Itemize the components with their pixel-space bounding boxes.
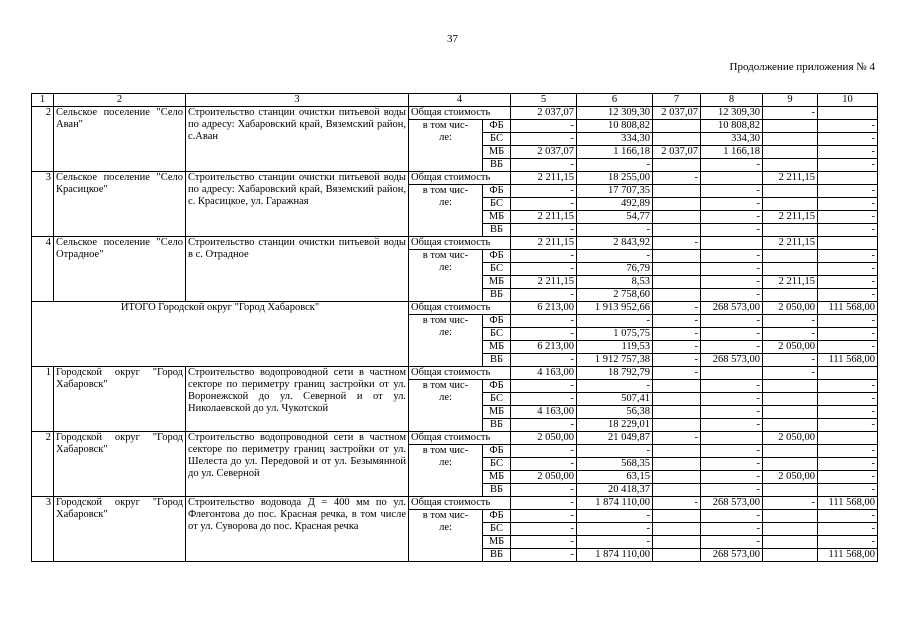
value-cell: 1 166,18 (701, 146, 763, 159)
value-cell: 268 573,00 (701, 354, 763, 367)
value-cell: 111 568,00 (818, 302, 878, 315)
row-number: 4 (32, 237, 54, 302)
appendix-table (31, 93, 878, 562)
value-cell: 2 843,92 (577, 237, 653, 250)
value-cell: - (818, 419, 878, 432)
value-cell (763, 120, 818, 133)
value-cell: - (653, 328, 701, 341)
value-cell: - (511, 315, 577, 328)
owner-cell: Сельское поселение "Село Аван" (54, 107, 186, 172)
value-cell: - (511, 393, 577, 406)
value-cell: 334,30 (701, 133, 763, 146)
value-cell: 1 913 952,66 (577, 302, 653, 315)
incl-label: в том чис- ле: (409, 510, 483, 562)
value-cell: - (701, 419, 763, 432)
value-cell (653, 549, 701, 562)
value-cell (763, 549, 818, 562)
value-cell: 2 050,00 (763, 302, 818, 315)
value-cell (653, 471, 701, 484)
value-cell: - (701, 471, 763, 484)
value-cell: - (763, 367, 818, 380)
value-cell: 268 573,00 (701, 549, 763, 562)
value-cell: - (511, 458, 577, 471)
value-cell: - (818, 484, 878, 497)
value-cell (653, 406, 701, 419)
value-cell (763, 393, 818, 406)
value-cell (653, 185, 701, 198)
value-cell: 56,38 (577, 406, 653, 419)
value-cell: - (701, 263, 763, 276)
source-label-bs: БС (483, 393, 511, 406)
value-cell: 10 808,82 (577, 120, 653, 133)
incl-label: в том чис- ле: (409, 315, 483, 367)
header-cell: 1 (32, 94, 54, 107)
total-cost-label: Общая стоимость (409, 237, 511, 250)
value-cell: - (701, 250, 763, 263)
value-cell: - (701, 315, 763, 328)
source-label-mb: МБ (483, 211, 511, 224)
value-cell: - (511, 536, 577, 549)
value-cell: - (818, 458, 878, 471)
value-cell: - (818, 146, 878, 159)
source-label-bs: БС (483, 263, 511, 276)
total-cost-label: Общая стоимость (409, 302, 511, 315)
value-cell: 2 211,15 (511, 276, 577, 289)
value-cell: - (511, 263, 577, 276)
value-cell (763, 146, 818, 159)
value-cell: 119,53 (577, 341, 653, 354)
value-cell: - (701, 406, 763, 419)
value-cell: 18 792,79 (577, 367, 653, 380)
value-cell: 2 211,15 (511, 237, 577, 250)
value-cell: 2 050,00 (511, 471, 577, 484)
value-cell: 2 037,07 (511, 107, 577, 120)
value-cell: 2 050,00 (763, 432, 818, 445)
value-cell: - (818, 185, 878, 198)
value-cell: - (763, 315, 818, 328)
source-label-vb: ВБ (483, 549, 511, 562)
value-cell: - (511, 510, 577, 523)
value-cell: 2 050,00 (511, 432, 577, 445)
page-number: 37 (447, 33, 458, 45)
value-cell (763, 159, 818, 172)
value-cell: - (818, 328, 878, 341)
value-cell (653, 263, 701, 276)
header-row (32, 94, 878, 107)
value-cell: 2 037,07 (511, 146, 577, 159)
description-cell: Строительство водовода Д = 400 мм по ул. Флегонтова до пос. Красная речка, в том числе от ул. Суворова до пос. Красная речка (186, 497, 409, 562)
value-cell: - (818, 523, 878, 536)
value-cell: 10 808,82 (701, 120, 763, 133)
description-cell: Строительство станции очистки питьевой воды по адресу: Хабаровский край, Вяземский район, с.Аван (186, 107, 409, 172)
source-label-mb: МБ (483, 276, 511, 289)
value-cell: 12 309,30 (577, 107, 653, 120)
table-row (32, 302, 878, 315)
value-cell (653, 211, 701, 224)
value-cell: - (511, 198, 577, 211)
value-cell: 1 912 757,38 (577, 354, 653, 367)
value-cell (653, 224, 701, 237)
value-cell: 2 037,07 (653, 107, 701, 120)
row-number: 1 (32, 367, 54, 432)
row-number: 3 (32, 497, 54, 562)
value-cell: 2 211,15 (511, 172, 577, 185)
value-cell: 76,79 (577, 263, 653, 276)
value-cell: 1 075,75 (577, 328, 653, 341)
value-cell (763, 263, 818, 276)
value-cell (763, 458, 818, 471)
value-cell: 18 229,01 (577, 419, 653, 432)
source-label-vb: ВБ (483, 354, 511, 367)
total-title: ИТОГО Городской округ "Город Хабаровск" (32, 302, 409, 367)
incl-label: в том чис- ле: (409, 185, 483, 237)
incl-label: в том чис- ле: (409, 380, 483, 432)
value-cell: - (653, 237, 701, 250)
total-cost-label: Общая стоимость (409, 432, 511, 445)
value-cell: - (763, 328, 818, 341)
source-label-bs: БС (483, 133, 511, 146)
value-cell: - (653, 432, 701, 445)
value-cell: - (701, 185, 763, 198)
value-cell: - (818, 536, 878, 549)
description-cell: Строительство станции очистки питьевой воды по адресу: Хабаровский край, Вяземский район, с. Красицкое, ул. Гаражная (186, 172, 409, 237)
value-cell: - (818, 263, 878, 276)
value-cell (763, 224, 818, 237)
value-cell (701, 432, 763, 445)
value-cell (763, 406, 818, 419)
value-cell: - (818, 380, 878, 393)
source-label-bs: БС (483, 523, 511, 536)
value-cell: - (701, 393, 763, 406)
header-cell: 4 (409, 94, 511, 107)
total-cost-label: Общая стоимость (409, 172, 511, 185)
value-cell: - (818, 393, 878, 406)
value-cell (818, 432, 878, 445)
value-cell: 111 568,00 (818, 549, 878, 562)
incl-label: в том чис- ле: (409, 120, 483, 172)
header-cell: 6 (577, 94, 653, 107)
value-cell: 2 211,15 (511, 211, 577, 224)
value-cell (763, 523, 818, 536)
value-cell: - (701, 523, 763, 536)
value-cell: 4 163,00 (511, 367, 577, 380)
value-cell: - (577, 510, 653, 523)
total-cost-label: Общая стоимость (409, 107, 511, 120)
value-cell (701, 172, 763, 185)
value-cell: - (701, 159, 763, 172)
source-label-fb: ФБ (483, 380, 511, 393)
value-cell (653, 419, 701, 432)
value-cell: - (818, 224, 878, 237)
value-cell: 568,35 (577, 458, 653, 471)
description-cell: Строительство водопроводной сети в частном секторе по периметру границ застройки от ул. Воронежской до ул. Северной и от ул. Николаевской до ул. Чукотской (186, 367, 409, 432)
table-row (32, 367, 878, 380)
value-cell: 2 211,15 (763, 211, 818, 224)
header-cell: 2 (54, 94, 186, 107)
value-cell: 2 037,07 (653, 146, 701, 159)
value-cell (653, 510, 701, 523)
value-cell: 1 874 110,00 (577, 549, 653, 562)
value-cell: - (653, 302, 701, 315)
source-label-mb: МБ (483, 536, 511, 549)
value-cell: 12 309,30 (701, 107, 763, 120)
value-cell: - (701, 510, 763, 523)
row-number: 2 (32, 107, 54, 172)
value-cell: - (701, 211, 763, 224)
value-cell: - (511, 484, 577, 497)
value-cell: 268 573,00 (701, 497, 763, 510)
value-cell: 1 874 110,00 (577, 497, 653, 510)
value-cell: - (701, 445, 763, 458)
value-cell: - (701, 289, 763, 302)
total-cost-label: Общая стоимость (409, 367, 511, 380)
value-cell: - (653, 172, 701, 185)
value-cell: 4 163,00 (511, 406, 577, 419)
table-row (32, 107, 878, 120)
value-cell (701, 237, 763, 250)
value-cell: - (577, 523, 653, 536)
source-label-fb: ФБ (483, 250, 511, 263)
value-cell: - (653, 497, 701, 510)
table-row (32, 497, 878, 510)
source-label-vb: ВБ (483, 289, 511, 302)
header-cell: 5 (511, 94, 577, 107)
value-cell: - (511, 549, 577, 562)
value-cell: - (511, 120, 577, 133)
header-cell: 7 (653, 94, 701, 107)
value-cell: 8,53 (577, 276, 653, 289)
value-cell: - (653, 341, 701, 354)
value-cell: - (818, 276, 878, 289)
value-cell (653, 445, 701, 458)
row-number: 3 (32, 172, 54, 237)
owner-cell: Сельское поселение "Село Отрадное" (54, 237, 186, 302)
value-cell: - (818, 289, 878, 302)
value-cell: - (818, 250, 878, 263)
value-cell: 1 166,18 (577, 146, 653, 159)
source-label-bs: БС (483, 328, 511, 341)
source-label-fb: ФБ (483, 120, 511, 133)
value-cell: - (701, 484, 763, 497)
value-cell: - (577, 380, 653, 393)
value-cell (653, 133, 701, 146)
value-cell: 2 758,60 (577, 289, 653, 302)
value-cell: - (577, 159, 653, 172)
value-cell: - (818, 159, 878, 172)
value-cell (763, 536, 818, 549)
value-cell (653, 289, 701, 302)
value-cell: - (701, 341, 763, 354)
value-cell (763, 419, 818, 432)
owner-cell: Городской округ "Город Хабаровск" (54, 367, 186, 432)
value-cell: - (511, 250, 577, 263)
total-cost-label: Общая стоимость (409, 497, 511, 510)
header-cell: 8 (701, 94, 763, 107)
value-cell: - (701, 536, 763, 549)
owner-cell: Городской округ "Город Хабаровск" (54, 432, 186, 497)
value-cell (763, 185, 818, 198)
value-cell: - (701, 276, 763, 289)
value-cell: - (818, 341, 878, 354)
value-cell: - (511, 328, 577, 341)
value-cell: - (511, 159, 577, 172)
value-cell: - (818, 406, 878, 419)
table-row (32, 172, 878, 185)
value-cell: - (763, 497, 818, 510)
value-cell: - (701, 328, 763, 341)
value-cell: - (511, 497, 577, 510)
source-label-fb: ФБ (483, 315, 511, 328)
value-cell (818, 367, 878, 380)
value-cell (653, 276, 701, 289)
value-cell: - (701, 458, 763, 471)
value-cell: 507,41 (577, 393, 653, 406)
value-cell: - (701, 380, 763, 393)
value-cell: - (511, 419, 577, 432)
value-cell: 111 568,00 (818, 497, 878, 510)
value-cell (653, 120, 701, 133)
value-cell: 268 573,00 (701, 302, 763, 315)
value-cell (818, 107, 878, 120)
value-cell (763, 198, 818, 211)
value-cell: - (818, 133, 878, 146)
value-cell: - (511, 354, 577, 367)
value-cell (653, 393, 701, 406)
value-cell: - (818, 211, 878, 224)
source-label-mb: МБ (483, 406, 511, 419)
value-cell: - (577, 315, 653, 328)
value-cell: 18 255,00 (577, 172, 653, 185)
value-cell (763, 250, 818, 263)
value-cell: - (511, 445, 577, 458)
source-label-fb: ФБ (483, 445, 511, 458)
value-cell (763, 133, 818, 146)
value-cell (763, 445, 818, 458)
value-cell (653, 484, 701, 497)
incl-label: в том чис- ле: (409, 250, 483, 302)
value-cell: - (577, 224, 653, 237)
source-label-mb: МБ (483, 341, 511, 354)
value-cell (818, 172, 878, 185)
source-label-mb: МБ (483, 471, 511, 484)
value-cell: - (763, 107, 818, 120)
value-cell (653, 523, 701, 536)
continuation-note: Продолжение приложения № 4 (729, 61, 875, 73)
value-cell: 20 418,37 (577, 484, 653, 497)
source-label-vb: ВБ (483, 224, 511, 237)
value-cell: - (653, 367, 701, 380)
value-cell (763, 484, 818, 497)
value-cell: 2 050,00 (763, 341, 818, 354)
value-cell (653, 250, 701, 263)
value-cell: 54,77 (577, 211, 653, 224)
value-cell: 492,89 (577, 198, 653, 211)
value-cell: 2 211,15 (763, 172, 818, 185)
source-label-vb: ВБ (483, 484, 511, 497)
table-row (32, 432, 878, 445)
value-cell: - (511, 133, 577, 146)
value-cell: - (577, 536, 653, 549)
value-cell: 2 211,15 (763, 276, 818, 289)
value-cell: - (511, 185, 577, 198)
value-cell (701, 367, 763, 380)
source-label-mb: МБ (483, 146, 511, 159)
value-cell (653, 198, 701, 211)
source-label-fb: ФБ (483, 185, 511, 198)
value-cell: - (653, 315, 701, 328)
value-cell (653, 159, 701, 172)
value-cell: - (818, 510, 878, 523)
source-label-bs: БС (483, 458, 511, 471)
value-cell: 334,30 (577, 133, 653, 146)
source-label-bs: БС (483, 198, 511, 211)
value-cell: - (511, 224, 577, 237)
owner-cell: Городской округ "Город Хабаровск" (54, 497, 186, 562)
value-cell (653, 458, 701, 471)
value-cell: - (818, 198, 878, 211)
value-cell: - (818, 445, 878, 458)
value-cell: 2 050,00 (763, 471, 818, 484)
value-cell: - (818, 471, 878, 484)
source-label-fb: ФБ (483, 510, 511, 523)
value-cell: - (701, 224, 763, 237)
value-cell: 2 211,15 (763, 237, 818, 250)
incl-label: в том чис- ле: (409, 445, 483, 497)
value-cell (763, 380, 818, 393)
value-cell: 111 568,00 (818, 354, 878, 367)
value-cell: - (511, 380, 577, 393)
value-cell (763, 289, 818, 302)
source-label-vb: ВБ (483, 159, 511, 172)
header-cell: 3 (186, 94, 409, 107)
value-cell (653, 380, 701, 393)
description-cell: Строительство станции очистки питьевой воды в с. Отрадное (186, 237, 409, 302)
value-cell: 17 707,35 (577, 185, 653, 198)
value-cell: 21 049,87 (577, 432, 653, 445)
value-cell: 6 213,00 (511, 341, 577, 354)
value-cell: 6 213,00 (511, 302, 577, 315)
value-cell: 63,15 (577, 471, 653, 484)
value-cell: - (818, 315, 878, 328)
value-cell: - (511, 523, 577, 536)
value-cell (763, 510, 818, 523)
value-cell (653, 536, 701, 549)
value-cell: - (511, 289, 577, 302)
owner-cell: Сельское поселение "Село Красицкое" (54, 172, 186, 237)
value-cell: - (577, 250, 653, 263)
description-cell: Строительство водопроводной сети в частном секторе по периметру границ застройки от ул. Шелеста до ул. Передовой и от ул. Безымянной до ул. Северной (186, 432, 409, 497)
value-cell: - (701, 198, 763, 211)
value-cell (818, 237, 878, 250)
table-row (32, 237, 878, 250)
value-cell: - (763, 354, 818, 367)
value-cell: - (653, 354, 701, 367)
header-cell: 10 (818, 94, 878, 107)
source-label-vb: ВБ (483, 419, 511, 432)
value-cell: - (818, 120, 878, 133)
row-number: 2 (32, 432, 54, 497)
value-cell: - (577, 445, 653, 458)
header-cell: 9 (763, 94, 818, 107)
